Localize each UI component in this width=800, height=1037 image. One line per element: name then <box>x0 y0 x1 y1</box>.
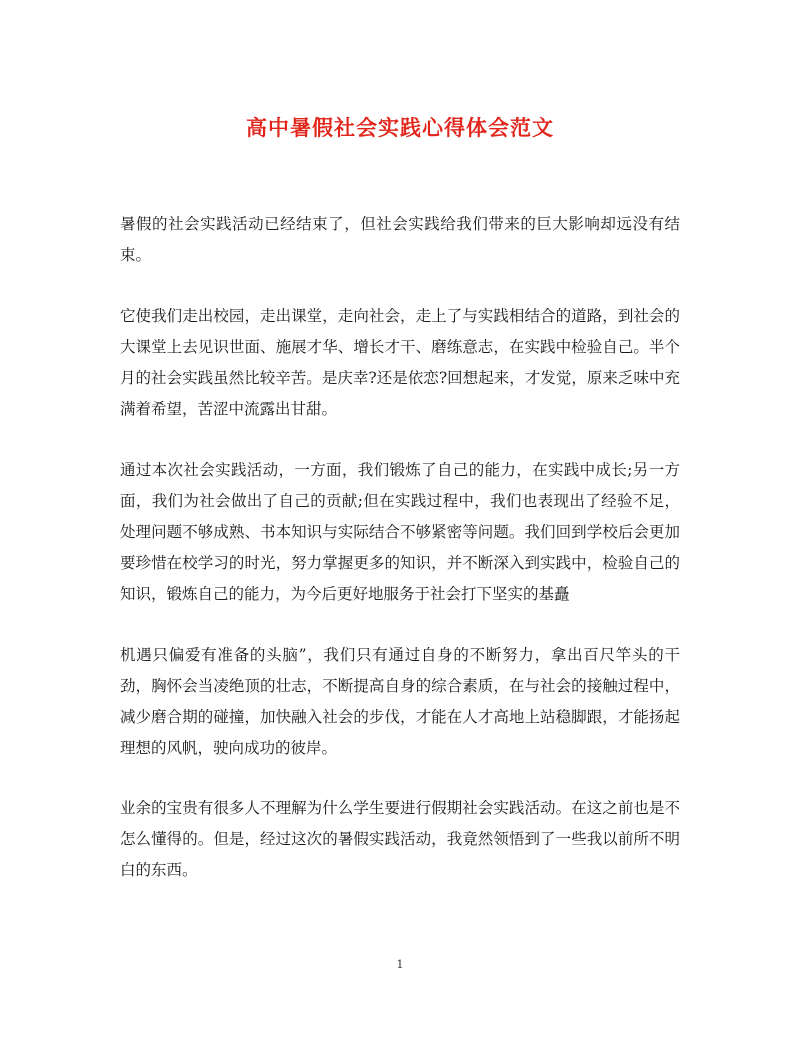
paragraph-3: 通过本次社会实践活动，一方面，我们锻炼了自己的能力，在实践中成长;另一方面，我们为社会做出了自己的贡献;但在实践过程中，我们也表现出了经验不足，处理问题不够成熟、书本知识与实际结合不够紧密等问题。我们回到学校后会更加要珍惜在校学习的时光，努力掌握更多的知识，并不断深入到实践中，检验自己的知识，锻炼自己的能力，为今后更好地服务于社会打下坚实的基矗 <box>120 461 680 603</box>
paragraph-1: 暑假的社会实践活动已经结束了，但社会实践给我们带来的巨大影响却远没有结束。 <box>120 215 680 264</box>
page-number: 1 <box>396 958 404 971</box>
document-title: 高中暑假社会实践心得体会范文 <box>246 115 554 140</box>
paragraph-2: 它使我们走出校园，走出课堂，走向社会，走上了与实践相结合的道路，到社会的大课堂上去见识世面、施展才华、增长才干、磨练意志，在实践中检验自己。半个月的社会实践虽然比较辛苦。是庆幸?还是依恋?回想起来，才发觉，原来乏味中充满着希望，苦涩中流露出甘甜。 <box>120 307 680 418</box>
paragraph-4: 机遇只偏爱有准备的头脑”，我们只有通过自身的不断努力，拿出百尺竿头的干劲，胸怀会当凌绝顶的壮志，不断提高自身的综合素质，在与社会的接触过程中，减少磨合期的碰撞，加快融入社会的步伐，才能在人才高地上站稳脚跟，才能扬起理想的风帆，驶向成功的彼岸。 <box>120 646 680 757</box>
paragraph-5: 业余的宝贵有很多人不理解为什么学生要进行假期社会实践活动。在这之前也是不怎么懂得的。但是，经过这次的暑假实践活动，我竟然领悟到了一些我以前所不明白的东西。 <box>120 799 680 879</box>
